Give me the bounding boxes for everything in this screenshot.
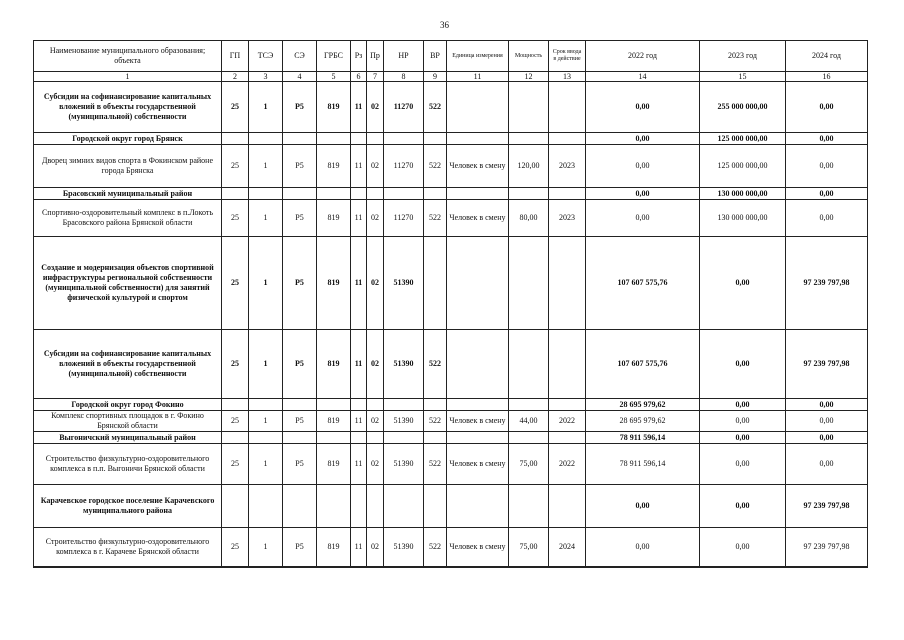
cell-pr: 02 [367,411,384,432]
cell-tse [249,485,283,528]
column-number: 12 [509,72,549,82]
cell-y2024: 0,00 [786,200,868,237]
cell-rz: 11 [351,237,367,330]
cell-vr: 522 [424,200,447,237]
cell-term: 2022 [549,444,586,485]
table-row [34,411,868,432]
cell-gp: 25 [222,200,249,237]
cell-name: Строительство физкультурно-оздоровительного комплекса в г. Карачеве Брянской области [34,528,222,568]
table-row [34,399,868,411]
cell-capacity [509,188,549,200]
cell-term [549,188,586,200]
column-number: 13 [549,72,586,82]
header-term: Срок ввода в действие [549,41,586,72]
cell-nr: 11270 [384,200,424,237]
cell-y2023: 0,00 [700,330,786,399]
cell-rz: 11 [351,330,367,399]
cell-capacity: 80,00 [509,200,549,237]
cell-capacity [509,399,549,411]
header-se: СЭ [283,41,317,72]
cell-nr: 51390 [384,411,424,432]
cell-y2022: 0,00 [586,528,700,568]
cell-se [283,485,317,528]
cell-y2022: 78 911 596,14 [586,432,700,444]
column-number: 16 [786,72,868,82]
cell-name: Брасовский муниципальный район [34,188,222,200]
header-name: Наименование муниципального образования; объекта [34,41,222,72]
cell-vr: 522 [424,145,447,188]
cell-y2023: 0,00 [700,399,786,411]
cell-capacity [509,330,549,399]
cell-term [549,133,586,145]
header-rz: Рз [351,41,367,72]
cell-tse: 1 [249,411,283,432]
budget-table [33,40,868,568]
cell-term [549,432,586,444]
cell-grbs: 819 [317,411,351,432]
cell-grbs [317,133,351,145]
cell-pr: 02 [367,200,384,237]
cell-gp: 25 [222,411,249,432]
cell-grbs: 819 [317,145,351,188]
cell-nr [384,133,424,145]
cell-y2024: 97 239 797,98 [786,330,868,399]
cell-pr: 02 [367,82,384,133]
cell-se: Р5 [283,145,317,188]
header-grbs: ГРБС [317,41,351,72]
cell-unit: Человек в смену [447,444,509,485]
cell-pr: 02 [367,145,384,188]
cell-tse [249,432,283,444]
cell-y2023: 0,00 [700,432,786,444]
cell-pr: 02 [367,330,384,399]
cell-tse: 1 [249,200,283,237]
cell-y2024: 97 239 797,98 [786,237,868,330]
page-number: 36 [440,20,449,30]
column-number: 3 [249,72,283,82]
cell-gp: 25 [222,237,249,330]
cell-unit [447,188,509,200]
cell-name: Городской округ город Фокино [34,399,222,411]
cell-capacity [509,133,549,145]
table-row [34,444,868,485]
cell-y2024: 0,00 [786,133,868,145]
cell-y2023: 255 000 000,00 [700,82,786,133]
cell-y2024: 97 239 797,98 [786,485,868,528]
cell-name: Выгоничский муниципальный район [34,432,222,444]
column-number: 15 [700,72,786,82]
cell-unit [447,133,509,145]
cell-gp [222,133,249,145]
column-number: 7 [367,72,384,82]
cell-capacity: 44,00 [509,411,549,432]
cell-y2024: 0,00 [786,444,868,485]
cell-nr [384,485,424,528]
cell-term: 2022 [549,411,586,432]
cell-nr [384,432,424,444]
cell-gp: 25 [222,528,249,568]
cell-tse: 1 [249,145,283,188]
cell-pr [367,432,384,444]
cell-se: Р5 [283,330,317,399]
cell-gp [222,188,249,200]
table-row [34,432,868,444]
cell-nr [384,399,424,411]
header-capacity: Мощность [509,41,549,72]
header-row [34,41,868,72]
cell-y2022: 0,00 [586,188,700,200]
cell-capacity: 75,00 [509,528,549,568]
cell-capacity [509,432,549,444]
cell-unit: Человек в смену [447,528,509,568]
cell-grbs: 819 [317,444,351,485]
cell-vr [424,133,447,145]
cell-y2022: 78 911 596,14 [586,444,700,485]
cell-pr: 02 [367,237,384,330]
cell-y2023: 0,00 [700,444,786,485]
cell-nr [384,188,424,200]
cell-y2024: 0,00 [786,145,868,188]
cell-rz: 11 [351,528,367,568]
cell-name: Строительство физкультурно-оздоровительного комплекса в п.п. Выгоничи Брянской области [34,444,222,485]
cell-se [283,399,317,411]
cell-unit: Человек в смену [447,145,509,188]
header-2023: 2023 год [700,41,786,72]
cell-rz: 11 [351,444,367,485]
cell-name: Карачевское городское поселение Карачевского муниципального района [34,485,222,528]
cell-se [283,432,317,444]
header-unit: Единица измерения [447,41,509,72]
cell-y2024: 0,00 [786,188,868,200]
cell-vr: 522 [424,330,447,399]
column-number: 8 [384,72,424,82]
cell-y2024: 0,00 [786,82,868,133]
cell-name: Спортивно-оздоровительный комплекс в п.Локоть Брасовского района Брянской области [34,200,222,237]
header-2024: 2024 год [786,41,868,72]
cell-unit [447,432,509,444]
cell-nr: 11270 [384,82,424,133]
cell-gp: 25 [222,330,249,399]
column-number: 9 [424,72,447,82]
column-number: 6 [351,72,367,82]
cell-gp [222,399,249,411]
cell-rz: 11 [351,411,367,432]
cell-rz [351,188,367,200]
cell-nr: 51390 [384,444,424,485]
cell-vr: 522 [424,444,447,485]
cell-se: Р5 [283,528,317,568]
table-body [34,82,868,568]
table-row [34,82,868,133]
cell-rz: 11 [351,82,367,133]
cell-se: Р5 [283,200,317,237]
cell-gp: 25 [222,444,249,485]
cell-se: Р5 [283,444,317,485]
cell-vr [424,399,447,411]
header-nr: НР [384,41,424,72]
cell-grbs: 819 [317,237,351,330]
cell-nr: 51390 [384,528,424,568]
cell-y2024: 0,00 [786,399,868,411]
cell-unit [447,399,509,411]
cell-unit [447,485,509,528]
cell-name: Субсидии на софинансирование капитальных вложений в объекты государственной (муниципальной) собственности [34,330,222,399]
cell-grbs [317,432,351,444]
cell-y2022: 107 607 575,76 [586,237,700,330]
cell-se: Р5 [283,237,317,330]
cell-y2022: 0,00 [586,145,700,188]
cell-term [549,485,586,528]
cell-vr: 522 [424,528,447,568]
cell-term: 2023 [549,200,586,237]
cell-unit: Человек в смену [447,200,509,237]
cell-vr [424,188,447,200]
cell-capacity: 75,00 [509,444,549,485]
cell-grbs: 819 [317,200,351,237]
cell-rz [351,133,367,145]
cell-vr [424,485,447,528]
cell-unit [447,82,509,133]
table-row [34,528,868,568]
cell-term [549,330,586,399]
table-row [34,330,868,399]
cell-y2022: 0,00 [586,485,700,528]
column-number: 1 [34,72,222,82]
cell-term: 2024 [549,528,586,568]
cell-y2023: 0,00 [700,237,786,330]
cell-y2024: 0,00 [786,432,868,444]
cell-tse [249,133,283,145]
cell-y2022: 0,00 [586,133,700,145]
table-row [34,237,868,330]
header-2022: 2022 год [586,41,700,72]
cell-gp [222,432,249,444]
cell-tse: 1 [249,444,283,485]
cell-tse [249,188,283,200]
cell-rz [351,485,367,528]
cell-pr [367,399,384,411]
cell-unit: Человек в смену [447,411,509,432]
column-number: 11 [447,72,509,82]
cell-tse: 1 [249,82,283,133]
cell-unit [447,237,509,330]
cell-y2023: 0,00 [700,485,786,528]
cell-pr: 02 [367,444,384,485]
cell-se [283,133,317,145]
header-pr: Пр [367,41,384,72]
cell-y2023: 130 000 000,00 [700,188,786,200]
cell-y2022: 0,00 [586,82,700,133]
column-number: 5 [317,72,351,82]
column-numbers-row [34,72,868,82]
cell-se: Р5 [283,411,317,432]
cell-y2023: 130 000 000,00 [700,200,786,237]
cell-name: Городской округ город Брянск [34,133,222,145]
cell-rz: 11 [351,200,367,237]
cell-name: Комплекс спортивных площадок в г. Фокино Брянской области [34,411,222,432]
cell-y2022: 107 607 575,76 [586,330,700,399]
table-row [34,145,868,188]
cell-tse: 1 [249,330,283,399]
cell-grbs: 819 [317,528,351,568]
cell-rz [351,399,367,411]
cell-se [283,188,317,200]
cell-tse: 1 [249,237,283,330]
table-row [34,485,868,528]
cell-y2022: 0,00 [586,200,700,237]
cell-nr: 51390 [384,330,424,399]
cell-name: Создание и модернизация объектов спортивной инфраструктуры региональной собственности (муниципальной собственности) для занятий физической культурой и спортом [34,237,222,330]
cell-nr: 51390 [384,237,424,330]
cell-pr [367,188,384,200]
cell-vr [424,237,447,330]
cell-capacity [509,485,549,528]
header-vr: ВР [424,41,447,72]
table-row [34,133,868,145]
column-number: 4 [283,72,317,82]
cell-vr: 522 [424,82,447,133]
cell-term [549,399,586,411]
cell-vr: 522 [424,411,447,432]
table-row [34,188,868,200]
cell-tse [249,399,283,411]
table-row [34,200,868,237]
cell-grbs: 819 [317,330,351,399]
cell-y2023: 0,00 [700,528,786,568]
header-gp: ГП [222,41,249,72]
cell-se: Р5 [283,82,317,133]
cell-y2022: 28 695 979,62 [586,399,700,411]
cell-term: 2023 [549,145,586,188]
cell-y2023: 125 000 000,00 [700,133,786,145]
cell-vr [424,432,447,444]
column-number: 14 [586,72,700,82]
column-number: 2 [222,72,249,82]
cell-y2024: 97 239 797,98 [786,528,868,568]
cell-grbs: 819 [317,82,351,133]
cell-grbs [317,188,351,200]
cell-capacity [509,82,549,133]
cell-term [549,82,586,133]
cell-nr: 11270 [384,145,424,188]
cell-term [549,237,586,330]
cell-pr: 02 [367,528,384,568]
cell-y2023: 125 000 000,00 [700,145,786,188]
cell-capacity [509,237,549,330]
cell-gp: 25 [222,82,249,133]
cell-tse: 1 [249,528,283,568]
cell-rz [351,432,367,444]
cell-name: Дворец зимних видов спорта в Фокинском районе города Брянска [34,145,222,188]
cell-pr [367,485,384,528]
cell-y2024: 0,00 [786,411,868,432]
cell-capacity: 120,00 [509,145,549,188]
cell-name: Субсидии на софинансирование капитальных вложений в объекты государственной (муниципальной) собственности [34,82,222,133]
cell-grbs [317,485,351,528]
cell-pr [367,133,384,145]
cell-y2022: 28 695 979,62 [586,411,700,432]
cell-y2023: 0,00 [700,411,786,432]
header-tse: ТСЭ [249,41,283,72]
cell-gp: 25 [222,145,249,188]
cell-rz: 11 [351,145,367,188]
cell-unit [447,330,509,399]
cell-grbs [317,399,351,411]
cell-gp [222,485,249,528]
